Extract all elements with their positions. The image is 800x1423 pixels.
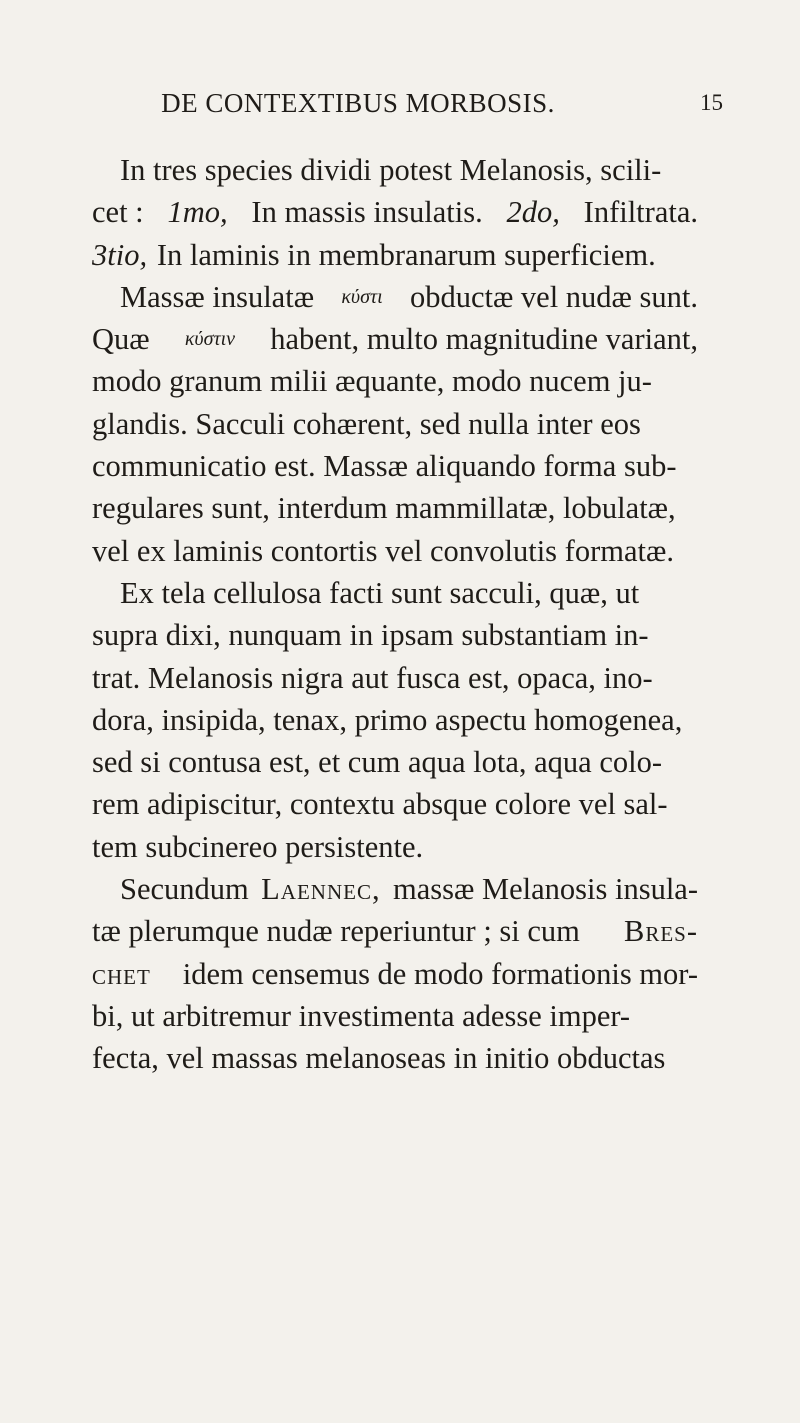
author-name: Laennec, <box>261 872 381 907</box>
greek-word: κύστιν <box>184 328 236 351</box>
running-title: DE CONTEXTIBUS MORBOSIS. <box>161 88 555 118</box>
author-name: Bres- <box>623 914 698 949</box>
text-line: Secundum Laennec, massæ Melanosis insula- <box>92 868 698 910</box>
author-name: chet <box>92 956 151 991</box>
text-line: supra dixi, nunquam in ipsam substantiam in- <box>92 618 649 653</box>
text-line: 3tio, In laminis in membranarum superficiem. <box>92 237 656 272</box>
page-number: 15 <box>700 90 723 115</box>
text-line: tem subcinereo persistente. <box>92 829 424 864</box>
greek-word: κύστι <box>341 285 383 308</box>
text-line: dora, insipida, tenax, primo aspectu homogenea, <box>92 702 683 737</box>
text-line: modo granum milii æquante, modo nucem ju- <box>92 364 652 399</box>
text-line: sed si contusa est, et cum aqua lota, aqua colo- <box>92 745 662 780</box>
text-line: glandis. Sacculi cohærent, sed nulla inter eos <box>92 406 641 441</box>
text-line: fecta, vel massas melanoseas in initio obductas <box>92 1041 666 1076</box>
text-line: Massæ insulatæ κύστι obductæ vel nudæ sunt. <box>92 276 698 318</box>
text-line: chet idem censemus de modo formationis mor- <box>92 953 698 995</box>
text-line: In tres species dividi potest Melanosis, scili- <box>120 153 662 187</box>
text-line: rem adipiscitur, contextu absque colore vel sal- <box>92 787 668 822</box>
text-line: Ex tela cellulosa facti sunt sacculi, quæ, ut <box>120 575 640 610</box>
running-header <box>0 88 800 128</box>
text-line: bi, ut arbitremur investimenta adesse imper- <box>92 998 631 1033</box>
text-line: cet : 1mo, In massis insulatis. 2do, Infiltrata. <box>92 195 698 230</box>
text-line: communicatio est. Massæ aliquando forma sub- <box>92 449 677 484</box>
text-line: tæ plerumque nudæ reperiuntur ; si cum Bres- <box>92 910 698 952</box>
body-text <box>92 149 698 1080</box>
text-line: Quæ κύστιν habent, multo magnitudine variant, <box>92 318 698 360</box>
text-line: regulares sunt, interdum mammillatæ, lobulatæ, <box>92 491 676 526</box>
text-line: vel ex laminis contortis vel convolutis formatæ. <box>92 533 674 568</box>
text-line: trat. Melanosis nigra aut fusca est, opaca, ino- <box>92 660 653 695</box>
